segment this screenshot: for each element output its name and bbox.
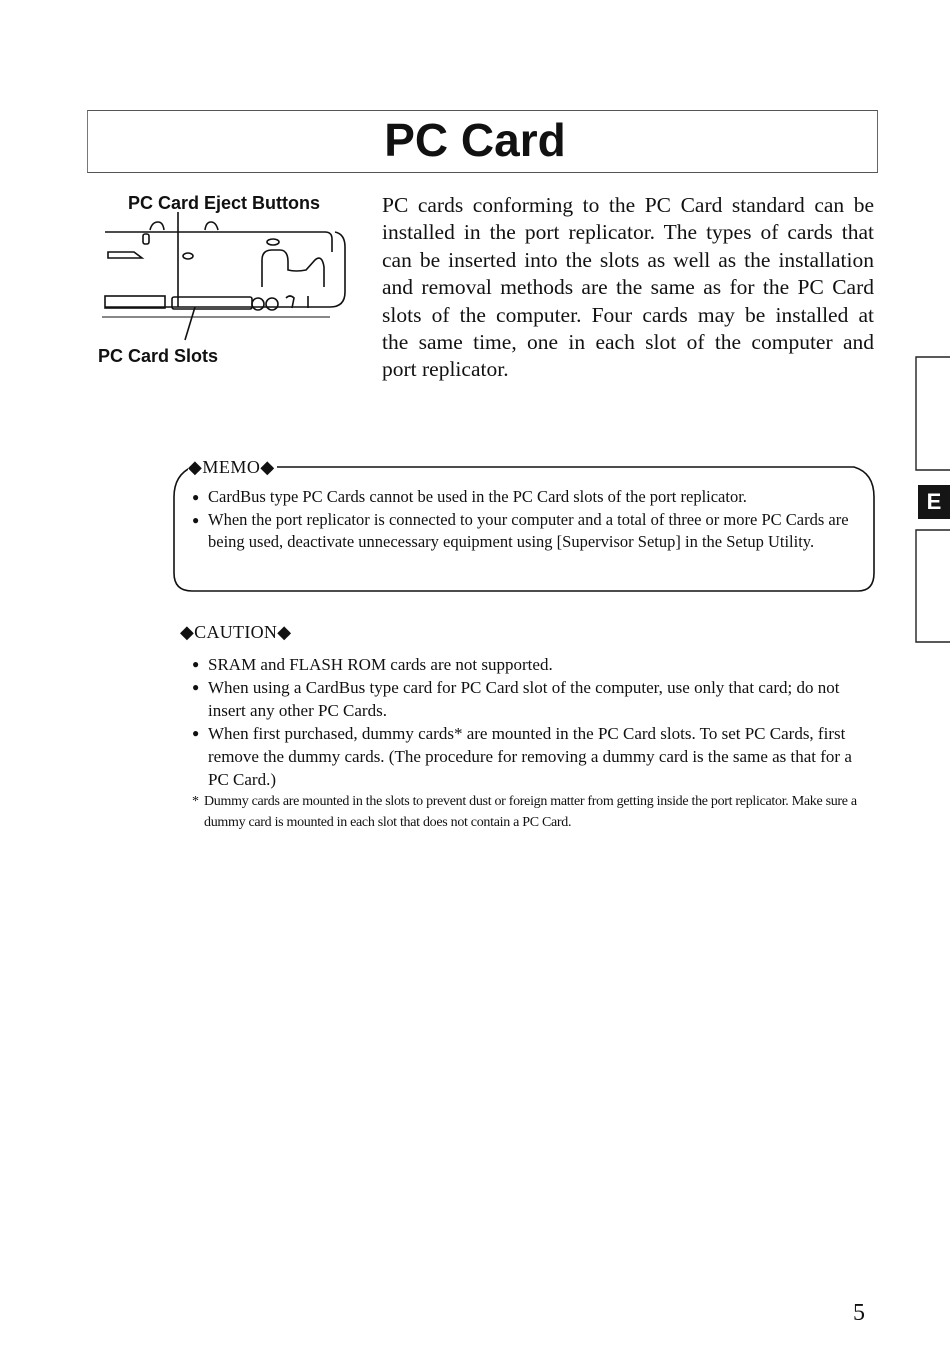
page-number: 5 bbox=[853, 1300, 865, 1326]
intro-line: the same time, one in each slot of the computer and bbox=[382, 330, 874, 355]
bullet-icon: ● bbox=[192, 490, 200, 504]
intro-line: PC cards conforming to the PC Card standard can be bbox=[382, 193, 874, 217]
bullet-icon: ● bbox=[192, 657, 200, 671]
intro-line: port replicator. bbox=[382, 357, 509, 382]
bullet-icon: ● bbox=[192, 512, 200, 527]
memo-list bbox=[192, 486, 857, 554]
footnote-mark: * bbox=[192, 794, 199, 809]
caution-item bbox=[192, 722, 854, 791]
intro-line: and removal methods are the same as for the PC Card bbox=[382, 275, 874, 300]
port-replicator-illustration bbox=[100, 212, 360, 347]
eject-buttons-label: PC Card Eject Buttons bbox=[128, 193, 321, 213]
page-title: PC Card bbox=[384, 114, 566, 166]
caution-title: ◆CAUTION◆ bbox=[180, 622, 292, 642]
memo-item bbox=[192, 486, 857, 509]
caution-item-text: When using a CardBus type card for PC Card slot of the computer, use only that card; do not insert any other PC Cards. bbox=[208, 678, 840, 720]
bullet-icon: ● bbox=[192, 726, 200, 740]
memo-item bbox=[192, 509, 857, 554]
caution-item-text: SRAM and FLASH ROM cards are not supported. bbox=[208, 655, 553, 674]
section-tab-e: E bbox=[918, 485, 950, 519]
intro-paragraph bbox=[382, 192, 874, 384]
card-slots-label: PC Card Slots bbox=[98, 346, 219, 366]
bullet-icon: ● bbox=[192, 680, 200, 694]
memo-item-text: CardBus type PC Cards cannot be used in the PC Card slots of the port replicator. bbox=[208, 487, 747, 506]
caution-item-text: When first purchased, dummy cards* are mounted in the PC Card slots. To set PC Cards, first remove the dummy cards. (The procedure for removing a dummy card is the same as that for a PC Card.) bbox=[208, 724, 852, 789]
memo-item-text: When the port replicator is connected to your computer and a total of three or more PC Cards are being used, deactivate unnecessary equipment using [Supervisor Setup] in the Setup Utility. bbox=[208, 509, 849, 551]
intro-line: can be inserted into the slots as well as the installation bbox=[382, 247, 874, 272]
memo-title: ◆MEMO◆ bbox=[188, 457, 275, 477]
caution-item bbox=[192, 676, 854, 722]
intro-line: installed in the port replicator. The types of cards that bbox=[382, 220, 874, 245]
footnote-text: Dummy cards are mounted in the slots to prevent dust or foreign matter from getting inside the port replicator. Make sure a dummy card is mounted in each slot that does not contain a PC Card. bbox=[204, 794, 857, 830]
intro-line: slots of the computer. Four cards may be installed at bbox=[382, 302, 874, 327]
caution-list bbox=[192, 653, 854, 791]
caution-item bbox=[192, 653, 854, 676]
footnote bbox=[192, 791, 857, 833]
